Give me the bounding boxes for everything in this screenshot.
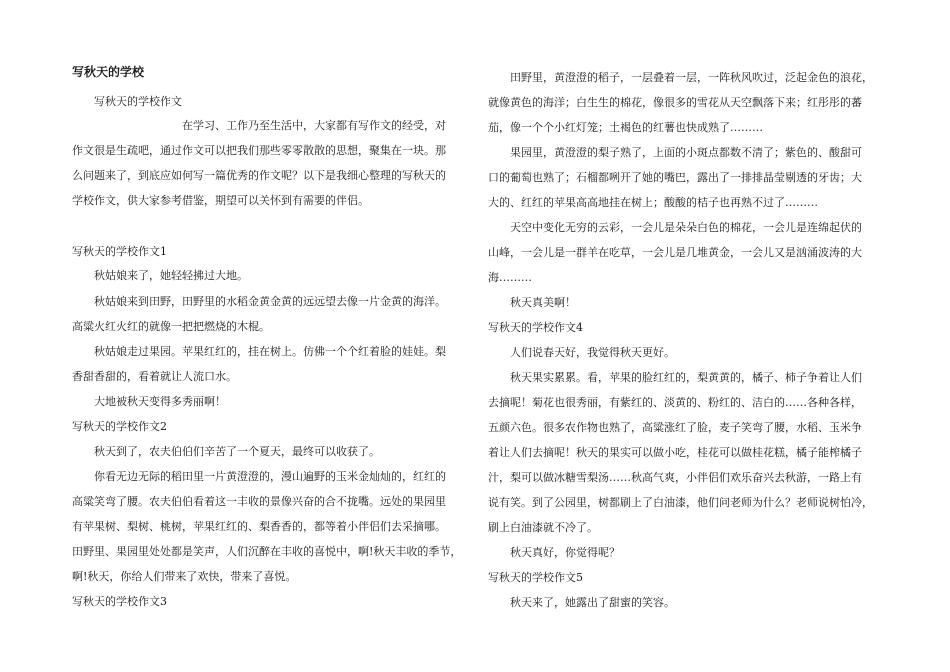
- text-line: 高粱火红火红的就像一把把燃烧的木棍。: [72, 320, 270, 333]
- text-line: 高粱笑弯了腰。农夫伯伯看着这一丰收的景像兴奋的合不拢嘴。远处的果园里: [72, 495, 446, 508]
- text-line: 学校作文，供大家参考借鉴，期望可以关怀到有需要的伴侣。: [72, 194, 369, 207]
- text-line: 果园里，黄澄澄的梨子熟了，上面的小斑点都数不清了；紫色的、酸甜可: [510, 146, 862, 159]
- text-line: 秋天到了，农夫伯伯们辛苦了一个夏天，最终可以收获了。: [94, 445, 380, 458]
- text-line: 茄，像一个个小红灯笼；土褐色的红薯也快成熟了………: [488, 121, 763, 134]
- text-line: 山峰，一会儿是一群羊在吃草，一会儿是几堆黄金，一会儿又是汹涌波涛的大: [488, 246, 862, 259]
- text-line: 秋姑娘走过果园。苹果红红的，挂在树上。仿佛一个个红着脸的娃娃。梨: [94, 345, 446, 358]
- text-line: 天空中变化无穷的云彩，一会儿是朵朵白色的棉花，一会儿是连绵起伏的: [510, 221, 862, 234]
- text-line: 刷上白油漆就不冷了。: [488, 521, 598, 534]
- text-line: 大的、红红的苹果高高地挂在树上；酸酸的桔子也再熟不过了………: [488, 196, 818, 209]
- text-line: 作文很是生疏吧，通过作文可以把我们那些零零散散的思想，聚集在一块。那: [72, 144, 446, 157]
- section-heading: 写秋天的学校作文5: [488, 571, 583, 584]
- text-line: 海………: [488, 271, 532, 284]
- text-line: 秋姑娘来了，她轻轻拂过大地。: [94, 269, 248, 282]
- text-line: 秋姑娘来到田野，田野里的水稻金黄金黄的远远望去像一片金黄的海洋。: [94, 295, 446, 308]
- text-line: 你看无边无际的稻田里一片黄澄澄的，漫山遍野的玉米金灿灿的，红红的: [94, 470, 446, 483]
- text-line: 在学习、工作乃至生活中，大家都有写作文的经受，对: [182, 119, 446, 132]
- text-line: 秋天来了，她露出了甜蜜的笑容。: [510, 596, 675, 609]
- text-line: 啊!秋天，你给人们带来了欢快，带来了喜悦。: [72, 570, 297, 583]
- text-line: 么问题来了，到底应如何写一篇优秀的作文呢？以下是我细心整理的写秋天的: [72, 169, 446, 182]
- section-heading: 写秋天的学校作文3: [72, 595, 167, 608]
- text-line: 有苹果树、梨树、桃树，苹果红红的、梨香香的，都等着小伴侣们去采摘哪。: [72, 520, 446, 533]
- text-line: 口的葡萄也熟了；石榴都咧开了她的嘴巴，露出了一排排晶莹剔透的牙齿；大: [488, 171, 862, 184]
- text-line: 人们说春天好，我觉得秋天更好。: [510, 346, 675, 359]
- text-line: 秋天真好，你觉得呢？: [510, 546, 620, 559]
- text-line: 就像黄色的海洋；白生生的棉花，像很多的雪花从天空飘落下来；红彤彤的蕃: [488, 96, 862, 109]
- text-line: 秋天真美啊！: [510, 296, 576, 309]
- section-heading: 写秋天的学校作文1: [72, 245, 167, 258]
- text-line: 秋天果实累累。看，苹果的脸红红的，梨黄黄的，橘子、柿子争着让人们: [510, 371, 862, 384]
- text-line: 说有笑。到了公园里，树都刷上了白油漆，他们问老师为什么？老师说树怕冷，: [488, 496, 873, 509]
- page-subtitle: 写秋天的学校作文: [94, 95, 182, 108]
- section-heading: 写秋天的学校作文4: [488, 321, 583, 334]
- text-line: 五颜六色。很多农作物也熟了，高粱涨红了脸，麦子笑弯了腰，水稻、玉米争: [488, 421, 862, 434]
- text-line: 着让人们去摘呢！秋天的果实可以做小吃，桂花可以做桂花糕，橘子能榨橘子: [488, 446, 862, 459]
- text-line: 大地被秋天变得多秀丽啊！: [94, 395, 226, 408]
- section-heading: 写秋天的学校作文2: [72, 420, 167, 433]
- text-line: 香甜香甜的，看着就让人流口水。: [72, 370, 237, 383]
- text-line: 田野里、果园里处处都是笑声，人们沉醉在丰收的喜悦中，啊!秋天丰收的季节，: [72, 545, 462, 558]
- page-title: 写秋天的学校: [72, 65, 145, 79]
- text-line: 汁，梨可以做冰糖雪梨汤……秋高气爽，小伴侣们欢乐奋兴去秋游，一路上有: [488, 471, 862, 484]
- text-line: 田野里，黄澄澄的稻子，一层叠着一层，一阵秋风吹过，泛起金色的浪花，: [510, 71, 873, 84]
- text-line: 去摘呢！菊花也很秀丽，有紫红的、淡黄的、粉红的、洁白的……各种各样，: [488, 396, 862, 409]
